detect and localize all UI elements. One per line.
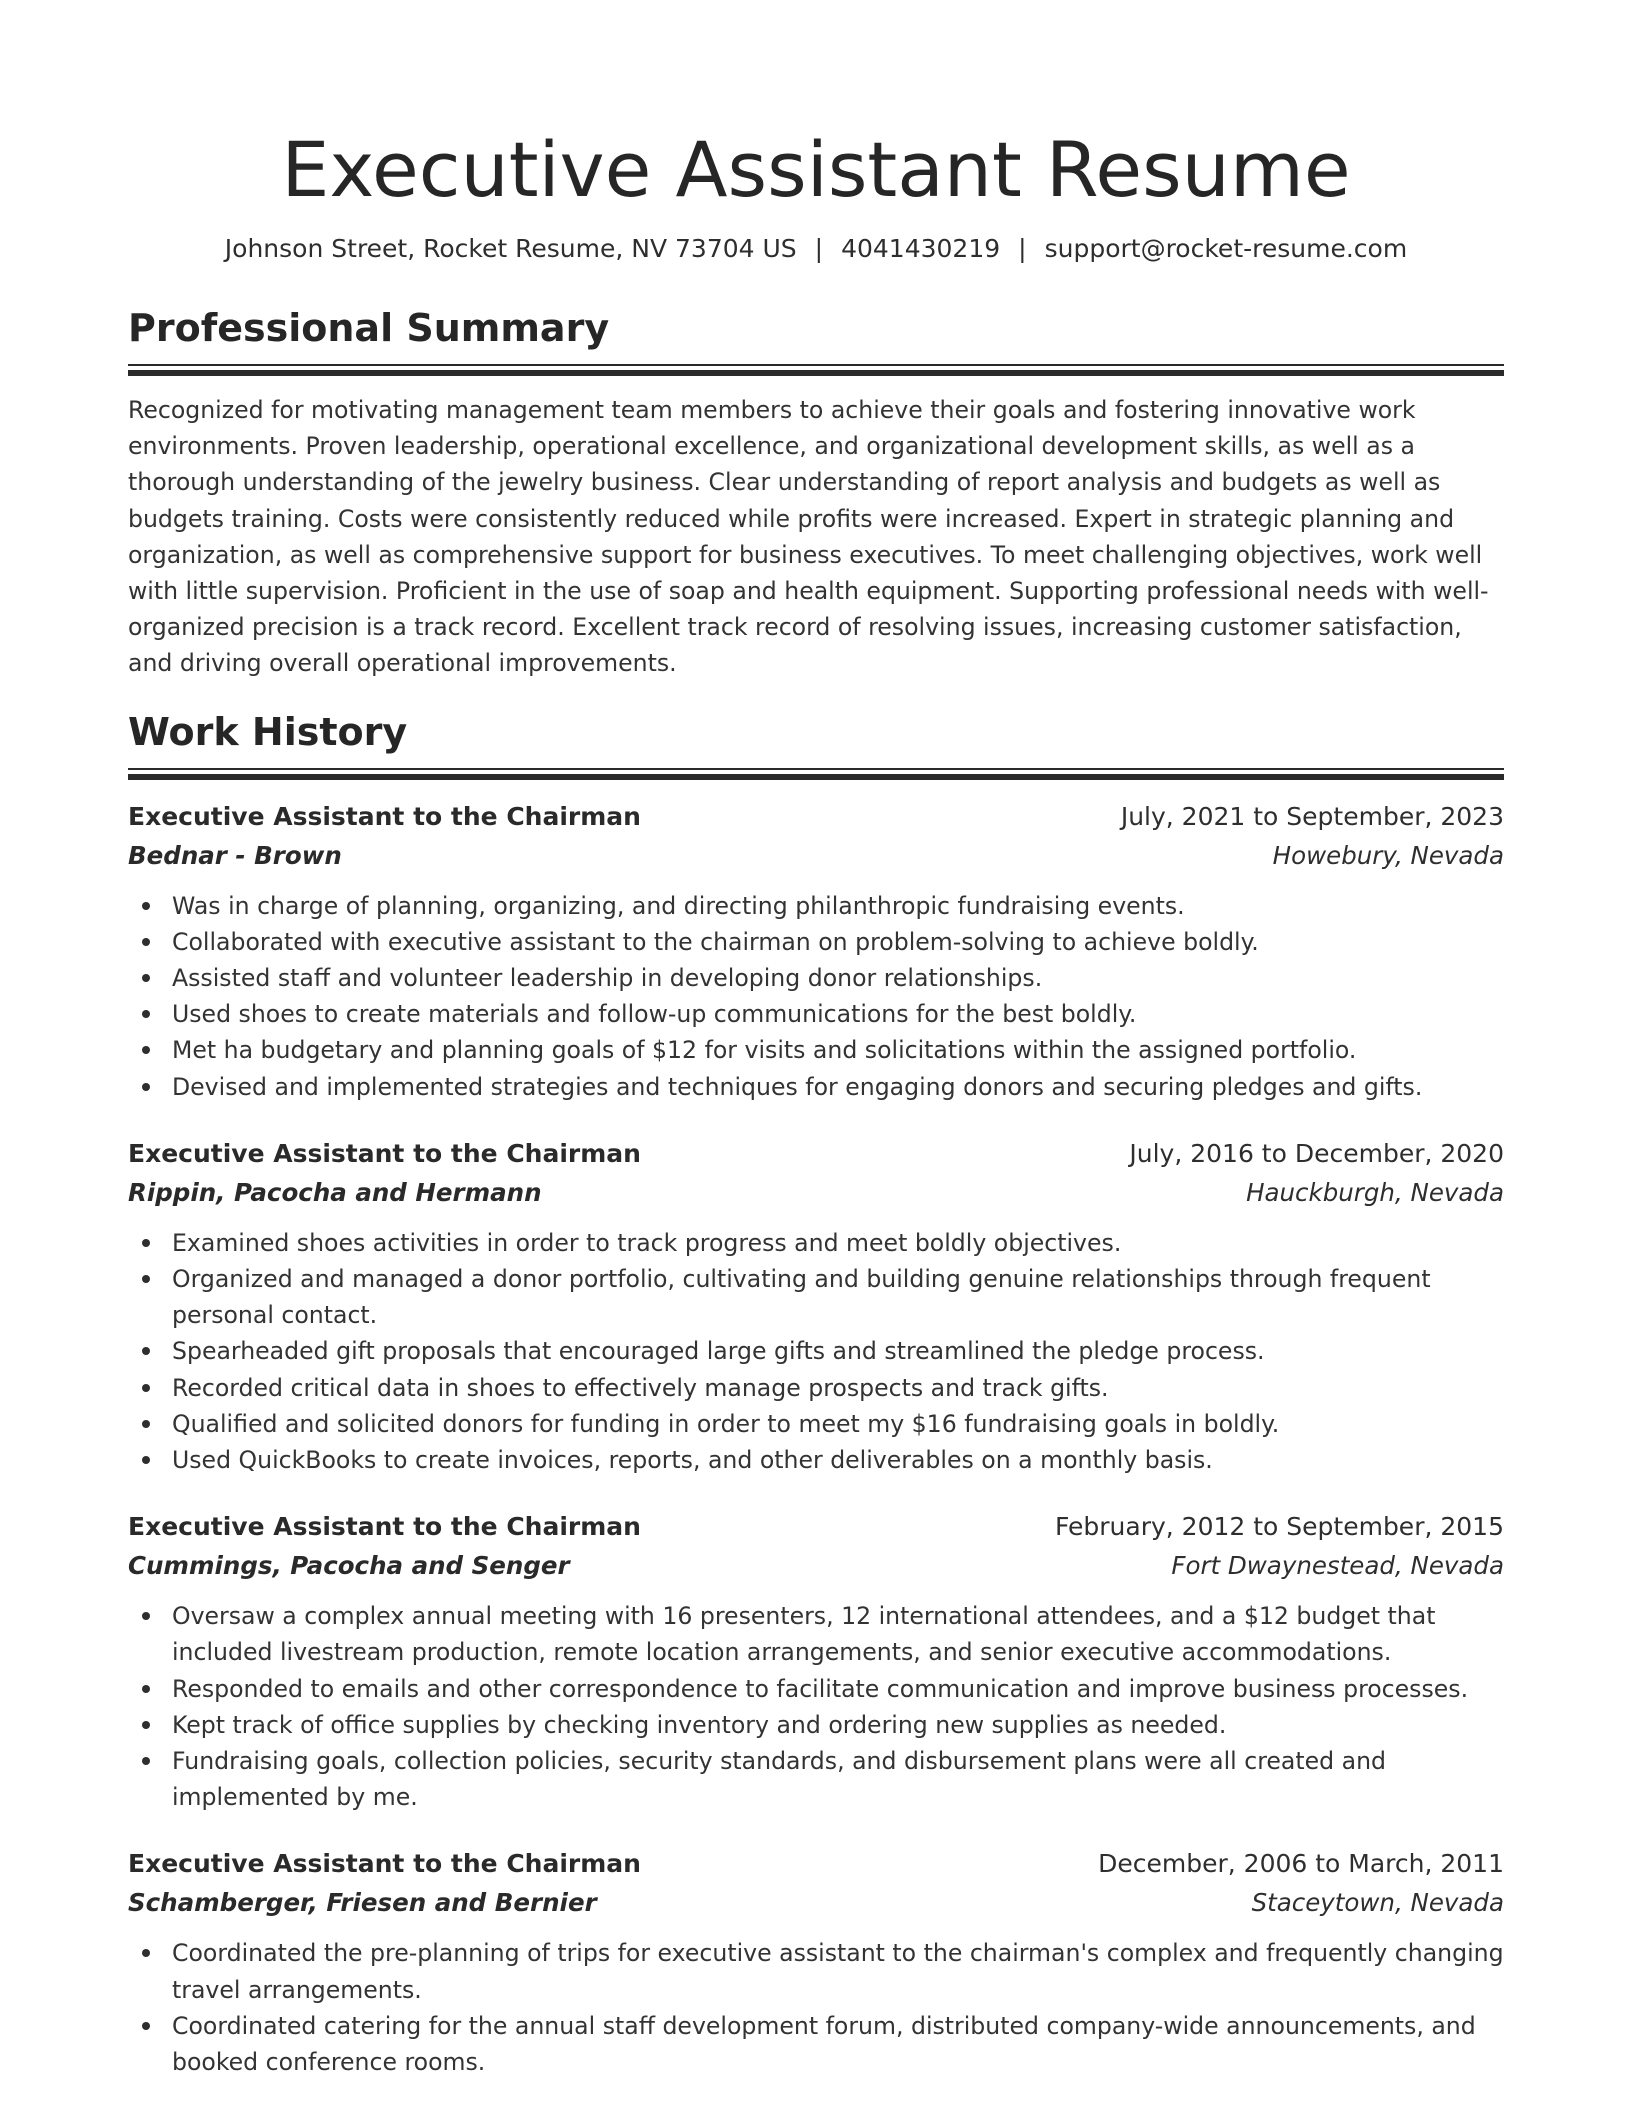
- bullet-icon: [142, 1721, 150, 1729]
- list-item: [128, 1707, 1504, 1743]
- list-item: [128, 1261, 1504, 1333]
- bullet-text: Used QuickBooks to create invoices, reports, and other deliverables on a monthly basis.: [172, 1446, 1213, 1475]
- list-item: [128, 1442, 1504, 1478]
- bullet-text: Oversaw a complex annual meeting with 16 presenters, 12 international attendees, and a $12 budget that included livestream production, remote location arrangements, and senior executive accommodations.: [172, 1602, 1436, 1667]
- job-company-row: [128, 1173, 1504, 1213]
- bullet-icon: [142, 1456, 150, 1464]
- list-item: [128, 1671, 1504, 1707]
- job-company: Schamberger, Friesen and Bernier: [128, 1888, 597, 1918]
- job-company: Cummings, Pacocha and Senger: [128, 1551, 570, 1581]
- job-bullet-list: [128, 1935, 1504, 2080]
- bullet-text: Devised and implemented strategies and techniques for engaging donors and securing pledges and gifts.: [172, 1072, 1423, 1101]
- resume-page: [128, 0, 1504, 2080]
- job-location: Fort Dwaynestead, Nevada: [1171, 1551, 1504, 1581]
- job-entry: [128, 1135, 1504, 1478]
- job-entry: [128, 1845, 1504, 2080]
- job-company: Rippin, Pacocha and Hermann: [128, 1177, 542, 1207]
- work-history-section: [128, 708, 1504, 2081]
- job-header-row: [128, 1135, 1504, 1173]
- job-company-row: [128, 1546, 1504, 1586]
- job-dates: February, 2012 to September, 2015: [1055, 1512, 1504, 1542]
- list-item: [128, 1032, 1504, 1068]
- contact-line: [128, 232, 1504, 266]
- job-location: Hauckburgh, Nevada: [1246, 1177, 1504, 1207]
- bullet-icon: [142, 938, 150, 946]
- job-dates: December, 2006 to March, 2011: [1098, 1849, 1504, 1879]
- job-company-row: [128, 1883, 1504, 1923]
- bullet-icon: [142, 902, 150, 910]
- bullet-icon: [142, 1347, 150, 1355]
- bullet-text: Organized and managed a donor portfolio, cultivating and building genuine relationships through frequent personal contact.: [172, 1265, 1431, 1330]
- list-item: [128, 1225, 1504, 1261]
- bullet-text: Recorded critical data in shoes to effectively manage prospects and track gifts.: [172, 1373, 1109, 1402]
- job-title: Executive Assistant to the Chairman: [128, 801, 641, 831]
- bullet-icon: [142, 1384, 150, 1392]
- list-item: [128, 924, 1504, 960]
- list-item: [128, 1069, 1504, 1105]
- bullet-icon: [142, 1949, 150, 1957]
- bullet-text: Kept track of office supplies by checking inventory and ordering new supplies as needed.: [172, 1710, 1227, 1739]
- bullet-text: Coordinated the pre-planning of trips for executive assistant to the chairman's complex and frequently changing travel arrangements.: [172, 1939, 1504, 2004]
- bullet-icon: [142, 974, 150, 982]
- bullet-icon: [142, 2022, 150, 2030]
- contact-address: Johnson Street, Rocket Resume, NV 73704 US: [224, 234, 797, 263]
- list-item: [128, 1333, 1504, 1369]
- list-item: [128, 1598, 1504, 1670]
- bullet-text: Used shoes to create materials and follow-up communications for the best boldly.: [172, 1000, 1137, 1029]
- bullet-icon: [142, 1046, 150, 1054]
- job-list: [128, 798, 1504, 2081]
- job-location: Staceytown, Nevada: [1251, 1888, 1504, 1918]
- bullet-icon: [142, 1420, 150, 1428]
- job-bullet-list: [128, 888, 1504, 1105]
- summary-paragraph: Recognized for motivating management team members to achieve their goals and fostering innovative work environments. Proven leadership, operational excellence, and organizational development skills, as well as a thorough understanding of the jewelry business. Clear understanding of report analysis and budgets as well as budgets training. Costs were consistently reduced while profits were increased. Expert in strategic planning and organization, as well as comprehensive support for business executives. To meet challenging objectives, work well with little supervision. Proficient in the use of soap and health equipment. Supporting professional needs with well-organized precision is a track record. Excellent track record of resolving issues, increasing customer satisfaction, and driving overall operational improvements.: [128, 396, 1489, 678]
- list-item: [128, 1743, 1504, 1815]
- bullet-text: Examined shoes activities in order to track progress and meet boldly objectives.: [172, 1228, 1122, 1257]
- job-company: Bednar - Brown: [128, 840, 342, 870]
- bullet-text: Fundraising goals, collection policies, security standards, and disbursement plans were all created and implemented by me.: [172, 1747, 1386, 1812]
- bullet-icon: [142, 1685, 150, 1693]
- section-heading-summary: Professional Summary: [128, 306, 610, 350]
- bullet-icon: [142, 1083, 150, 1091]
- bullet-text: Met ha budgetary and planning goals of $12 for visits and solicitations within the assigned portfolio.: [172, 1036, 1357, 1065]
- bullet-text: Qualified and solicited donors for funding in order to meet my $16 fundraising goals in boldly.: [172, 1409, 1280, 1438]
- bullet-text: Assisted staff and volunteer leadership in developing donor relationships.: [172, 964, 1043, 993]
- job-header-row: [128, 1845, 1504, 1883]
- professional-summary-section: [128, 304, 1504, 682]
- contact-email[interactable]: support@rocket-resume.com: [1044, 234, 1408, 263]
- bullet-text: Spearheaded gift proposals that encouraged large gifts and streamlined the pledge process.: [172, 1337, 1265, 1366]
- list-item: [128, 1370, 1504, 1406]
- list-item: [128, 996, 1504, 1032]
- bullet-icon: [142, 1239, 150, 1247]
- job-dates: July, 2016 to December, 2020: [1129, 1138, 1504, 1168]
- contact-phone: 4041430219: [841, 234, 1001, 263]
- bullet-icon: [142, 1275, 150, 1283]
- job-entry: [128, 798, 1504, 1105]
- list-item: [128, 1406, 1504, 1442]
- bullet-text: Coordinated catering for the annual staff development forum, distributed company-wide announcements, and booked conference rooms.: [172, 2011, 1476, 2077]
- list-item: [128, 2008, 1504, 2080]
- job-company-row: [128, 836, 1504, 876]
- job-bullet-list: [128, 1225, 1504, 1478]
- job-dates: July, 2021 to September, 2023: [1120, 801, 1504, 831]
- job-header-row: [128, 798, 1504, 836]
- job-location: Howebury, Nevada: [1272, 840, 1504, 870]
- bullet-text: Was in charge of planning, organizing, and directing philanthropic fundraising events.: [172, 891, 1185, 920]
- bullet-icon: [142, 1757, 150, 1765]
- section-heading-work-history: Work History: [128, 709, 408, 754]
- job-header-row: [128, 1508, 1504, 1546]
- job-title: Executive Assistant to the Chairman: [128, 1849, 641, 1879]
- section-divider: [128, 768, 1504, 780]
- section-divider: [128, 364, 1504, 376]
- bullet-text: Responded to emails and other correspondence to facilitate communication and improve business processes.: [172, 1674, 1469, 1703]
- contact-separator: |: [1018, 234, 1027, 263]
- job-title: Executive Assistant to the Chairman: [128, 1138, 641, 1168]
- bullet-icon: [142, 1612, 150, 1620]
- resume-title: Executive Assistant Resume: [281, 125, 1351, 214]
- bullet-text: Collaborated with executive assistant to the chairman on problem-solving to achieve boldly.: [172, 927, 1259, 956]
- list-item: [128, 960, 1504, 996]
- bullet-icon: [142, 1010, 150, 1018]
- job-bullet-list: [128, 1598, 1504, 1815]
- list-item: [128, 1935, 1504, 2007]
- job-title: Executive Assistant to the Chairman: [128, 1512, 641, 1542]
- job-entry: [128, 1508, 1504, 1815]
- list-item: [128, 888, 1504, 924]
- contact-separator: |: [814, 234, 824, 263]
